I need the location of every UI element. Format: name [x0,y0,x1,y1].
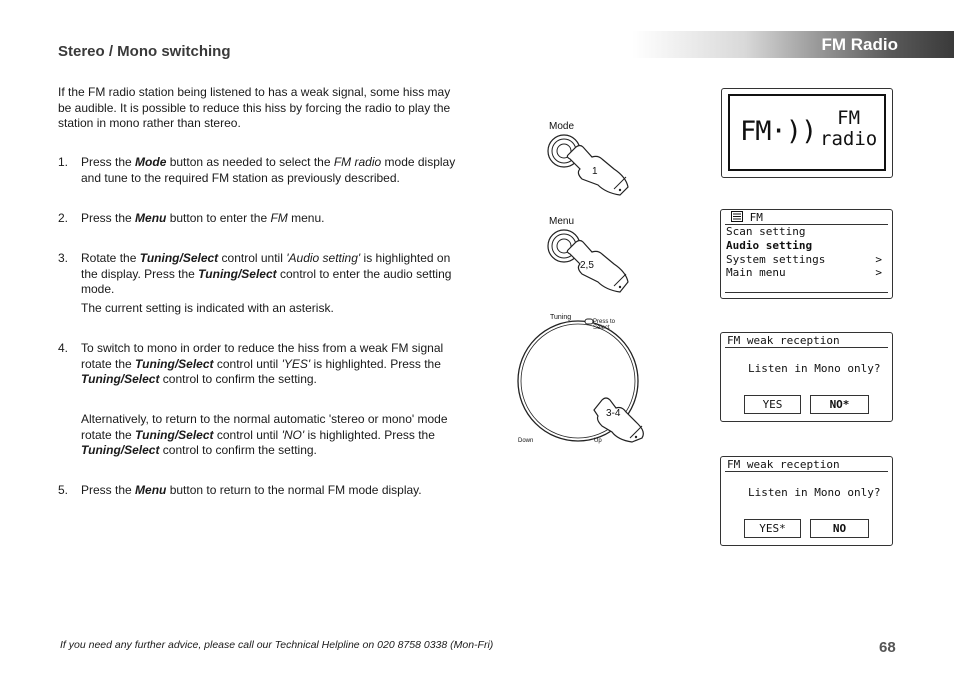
dialog-title: FM weak reception [727,458,840,471]
divider [725,292,888,293]
step-number: 4. [58,341,69,355]
step-1-text: Press the Mode button as needed to select the FM radio mode display and tune to the required FM station as previously described. [81,155,456,185]
menu-button-label: Menu [549,216,575,227]
menu-title-row: FM [731,211,763,224]
header-bar [632,31,954,58]
step-4-text: To switch to mono in order to reduce the hiss from a weak FM signal rotate the Tuning/Select control until 'YES' is highlighted. Press the Tuning/Select control to confirm the setting. [81,341,444,387]
mono-question: Listen in Mono only? [748,362,881,375]
step-number: 5. [58,483,69,497]
chapter-title: FM Radio [821,35,898,54]
menu-item-main-menu[interactable]: Main menu > [726,266,882,279]
section-title: Stereo / Mono switching [58,43,231,60]
chevron-right-icon: > [875,253,882,266]
menu-item-audio-setting[interactable]: Audio setting [726,239,813,252]
weak-reception-display-yes [720,456,893,546]
step-3-text: Rotate the Tuning/Select control until 'Audio setting' is highlighted on the display. Press the Tuning/Select control to enter the audio setting mode. [81,251,452,297]
yes-option[interactable]: YES [744,395,801,414]
mode-step-marker: 1 [592,166,598,177]
intro-paragraph: If the FM radio station being listened to has a weak signal, some hiss may be audible. It is possible to reduce this hiss by forcing the radio to play the station in mono rather than stereo. [58,85,451,131]
menu-item-scan-setting[interactable]: Scan setting [726,225,806,238]
yes-option[interactable]: YES* [744,519,801,538]
fm-logo: FM·)) [740,116,817,147]
dialog-title: FM weak reception [727,334,840,347]
step-5-text: Press the Menu button to return to the normal FM mode display. [81,483,422,497]
step-number: 3. [58,251,69,265]
tuning-knob-illustration [510,316,650,446]
helpline-footer: If you need any further advice, please call our Technical Helpline on 020 8758 0338 (Mon-Fri) [60,639,494,651]
mode-button-label: Mode [549,121,575,132]
no-option[interactable]: NO [810,519,869,538]
menu-step-marker: 2,5 [580,260,594,271]
step-4-alternative: Alternatively, to return to the normal automatic 'stereo or mono' mode rotate the Tuning/Select control until 'NO' is highlighted. Press the Tuning/Select control to confirm the setting. [81,412,448,458]
fm-radio-lcd-display [721,88,893,178]
mono-question: Listen in Mono only? [748,486,881,499]
page-number: 68 [879,639,896,656]
divider [725,347,888,348]
press-to-select-label: Press to Select [593,319,616,331]
no-option[interactable]: NO* [810,395,869,414]
menu-list-icon [731,211,743,222]
fm-menu-display [720,209,893,299]
step-3-note: The current setting is indicated with an asterisk. [81,301,334,315]
down-label: Down [518,438,534,444]
lcd-mode-text: FM radio [820,107,878,150]
mode-button-press-illustration [540,133,640,203]
menu-item-system-settings[interactable]: System settings > [726,253,882,266]
tuning-step-marker: 3-4 [606,408,621,419]
chevron-right-icon: > [875,266,882,279]
up-label: Up [594,438,602,444]
step-number: 2. [58,211,69,225]
tuning-label: Tuning [550,314,572,321]
divider [725,471,888,472]
step-2-text: Press the Menu button to enter the FM menu. [81,211,325,225]
weak-reception-display-no [720,332,893,422]
step-number: 1. [58,155,69,169]
